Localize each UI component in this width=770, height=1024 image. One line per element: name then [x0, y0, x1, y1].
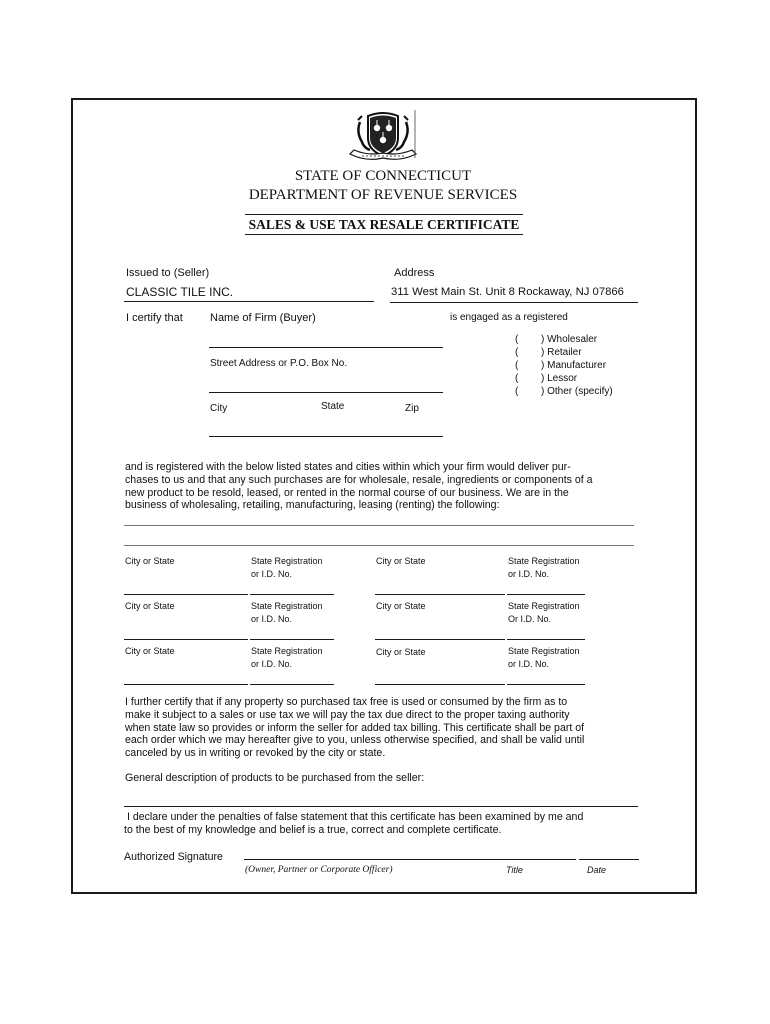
- seller-name-line: [124, 301, 374, 302]
- state-registration-label: State Registration: [251, 601, 323, 611]
- registration-line[interactable]: [507, 639, 585, 640]
- state-registration-label: State Registration: [251, 646, 323, 656]
- city-or-state-label: City or State: [376, 556, 426, 566]
- firm-name-line[interactable]: [209, 347, 443, 348]
- city-line[interactable]: [375, 684, 505, 685]
- state-name: STATE OF CONNECTICUT: [294, 168, 472, 184]
- paragraph-line: I further certify that if any property so purchased tax free is used or consumed by the firm as to: [125, 696, 568, 708]
- title-caption: Title: [506, 865, 523, 875]
- option-lessor-label: ) Lessor: [541, 373, 578, 384]
- general-description-label: General description of products to be purchased from the seller:: [125, 772, 425, 784]
- paragraph-line: and is registered with the below listed states and cities within which your firm would deliver pur-: [125, 461, 571, 473]
- seller-address-line: [390, 302, 638, 303]
- title-rule-bottom: [245, 234, 523, 235]
- seller-address[interactable]: 311 West Main St. Unit 8 Rockaway, NJ 07866: [391, 286, 624, 298]
- form-title: SALES & USE TAX RESALE CERTIFICATE: [248, 217, 520, 232]
- city-or-state-label: City or State: [376, 647, 426, 657]
- registration-line[interactable]: [250, 684, 334, 685]
- products-line-2[interactable]: [124, 545, 634, 546]
- paragraph-line: when state law so provides or inform the seller for added tax billing. This certificate shall be part of: [125, 721, 585, 734]
- seller-name[interactable]: CLASSIC TILE INC.: [126, 285, 234, 299]
- address-label: Address: [394, 267, 435, 279]
- state-registration-label: State Registration: [508, 646, 580, 656]
- city-or-state-label: City or State: [125, 556, 175, 566]
- registration-line[interactable]: [250, 639, 334, 640]
- option-retailer-checkbox[interactable]: (: [515, 347, 519, 358]
- city-state-zip-line[interactable]: [209, 436, 443, 437]
- id-number-label: or I.D. No.: [251, 659, 293, 669]
- state-seal-icon: [346, 108, 420, 164]
- registration-line[interactable]: [507, 594, 585, 595]
- state-registration-label: State Registration: [508, 601, 580, 611]
- registration-line[interactable]: [250, 594, 334, 595]
- option-other-checkbox[interactable]: (: [515, 386, 519, 397]
- firm-name-label: Name of Firm (Buyer): [210, 312, 316, 324]
- city-label: City: [210, 403, 228, 414]
- id-number-label: or I.D. No.: [508, 569, 550, 579]
- city-line[interactable]: [124, 639, 248, 640]
- id-number-label: or I.D. No.: [251, 569, 293, 579]
- title-rule-top: [245, 214, 523, 215]
- city-or-state-label: City or State: [125, 601, 175, 611]
- paragraph-line: canceled by us in writing or revoked by the city or state.: [125, 747, 386, 760]
- city-line[interactable]: [124, 684, 248, 685]
- owner-caption: (Owner, Partner or Corporate Officer): [245, 865, 393, 875]
- paragraph-line: make it subject to a sales or use tax we will pay the tax due direct to the proper taxing authority: [125, 708, 570, 721]
- department-name: DEPARTMENT OF REVENUE SERVICES: [248, 187, 518, 203]
- paragraph-line: to the best of my knowledge and belief is a true, correct and complete certificate.: [124, 823, 502, 836]
- id-number-label: or I.D. No.: [251, 614, 293, 624]
- option-manufacturer-checkbox[interactable]: (: [515, 360, 519, 371]
- street-address-line[interactable]: [209, 392, 443, 393]
- option-other-label: ) Other (specify): [541, 386, 613, 397]
- id-number-label: Or I.D. No.: [508, 614, 552, 624]
- date-caption: Date: [587, 865, 607, 875]
- state-registration-label: State Registration: [508, 556, 580, 566]
- paragraph-line: I declare under the penalties of false statement that this certificate has been examined by me and: [124, 811, 584, 823]
- id-number-label: or I.D. No.: [508, 659, 550, 669]
- issued-to-label: Issued to (Seller): [126, 267, 210, 279]
- city-or-state-label: City or State: [376, 601, 426, 611]
- registration-paragraph: [125, 461, 593, 512]
- paragraph-line: chases to us and that any such purchases are for wholesale, resale, ingredients or components of a: [125, 473, 593, 486]
- engaged-label: is engaged as a registered: [450, 312, 568, 323]
- authorized-signature-label: Authorized Signature: [124, 851, 223, 863]
- registration-line[interactable]: [507, 684, 585, 685]
- city-line[interactable]: [375, 639, 505, 640]
- option-wholesaler-label: ) Wholesaler: [541, 334, 598, 345]
- city-line[interactable]: [375, 594, 505, 595]
- option-lessor-checkbox[interactable]: (: [515, 373, 519, 384]
- certify-label: I certify that: [126, 312, 183, 324]
- declaration-paragraph: [124, 811, 583, 837]
- street-address-label: Street Address or P.O. Box No.: [210, 358, 348, 369]
- state-registration-label: State Registration: [251, 556, 323, 566]
- further-certify-paragraph: [125, 696, 584, 760]
- state-label: State: [321, 401, 345, 412]
- paragraph-line: new product to be resold, leased, or rented in the normal course of our business. We are in the: [125, 486, 569, 499]
- general-description-line[interactable]: [124, 806, 638, 807]
- paragraph-line: each order which we may hereafter give to you, unless otherwise specified, and shall be valid until: [125, 734, 585, 747]
- option-manufacturer-label: ) Manufacturer: [541, 360, 607, 371]
- option-wholesaler-checkbox[interactable]: (: [515, 334, 519, 345]
- signature-line[interactable]: [244, 859, 576, 860]
- paragraph-line: business of wholesaling, retailing, manufacturing, leasing (renting) the following:: [125, 499, 500, 512]
- zip-label: Zip: [405, 403, 419, 414]
- option-retailer-label: ) Retailer: [541, 347, 582, 358]
- date-line[interactable]: [579, 859, 639, 860]
- city-or-state-label: City or State: [125, 646, 175, 656]
- products-line-1[interactable]: [124, 525, 634, 526]
- city-line[interactable]: [124, 594, 248, 595]
